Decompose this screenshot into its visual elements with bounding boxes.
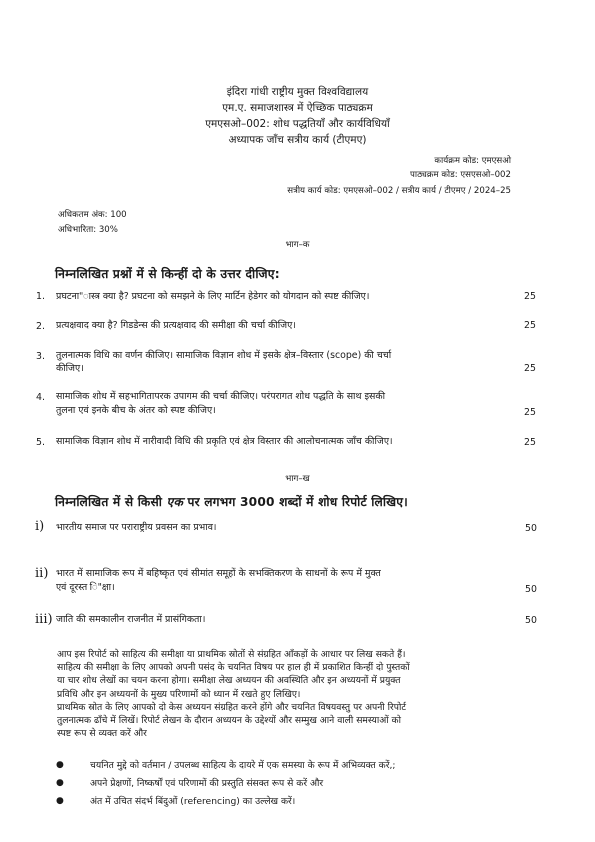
question-marks: 25: [524, 407, 536, 418]
question-text: तुलनात्मक विधि का वर्णन कीजिए। सामाजिक विज्ञान शोध में इसके क्षेत्र–विस्तार (scope) की चर्चा: [56, 350, 392, 361]
question-marks: 25: [524, 437, 536, 448]
guidance-line: स्पष्ट रूप से व्यक्त करें और: [57, 728, 147, 740]
section-b-title: भाग–ख: [285, 474, 310, 484]
instruction-part: निम्नलिखित में से किसी: [55, 495, 167, 509]
section-a-instruction: निम्नलिखित प्रश्नों में से किन्हीं दो के उत्तर दीजिए:: [55, 267, 280, 281]
question-text-cont: कीजिए।: [56, 363, 84, 374]
bullet-dot-icon: ●: [56, 760, 64, 770]
question-number: 1.: [36, 291, 45, 302]
weightage: अधिभारिता: 30%: [58, 225, 118, 235]
university-name: इंदिरा गांधी राष्ट्रीय मुक्त विश्वविद्यालय: [226, 86, 369, 98]
question-number: 2.: [36, 321, 45, 332]
instruction-emphasis: एक: [166, 495, 183, 509]
section-b-instruction: [55, 493, 408, 510]
section-a-title: भाग–क: [285, 240, 310, 250]
assignment-code: सत्रीय कार्य कोड: एमएसओ–002 / सत्रीय कार्य / टीएमए / 2024–25: [287, 186, 511, 196]
question-text: सामाजिक शोध में सहभागितापरक उपागम की चर्चा कीजिए। परंपरागत शोध पद्धति के साथ इसकी: [56, 391, 386, 402]
topic-text: भारतीय समाज पर पराराष्ट्रीय प्रवसन का प्रभाव।: [56, 522, 217, 533]
guidance-line: प्राथमिक स्रोत के लिए आपको दो केस अध्ययन संग्रहित करने होंगे और चयनित विषयवस्तु पर अपनी रिपोर्ट: [57, 701, 406, 713]
topic-text-cont: एवं दूरस्त ि"क्षा।: [56, 582, 115, 593]
course-title: एमएसओ–002: शोध पद्धतियाँ और कार्यविधियाँ: [205, 118, 390, 130]
question-text-cont: तुलना एवं इनके बीच के अंतर को स्पष्ट कीजिए।: [56, 405, 216, 416]
program-code: कार्यक्रम कोड: एमएसओ: [434, 156, 511, 166]
topic-marks: 50: [525, 523, 537, 534]
max-marks: अधिकतम अंक: 100: [58, 210, 127, 220]
topic-marks: 50: [525, 584, 537, 595]
bullet-text: चयनित मुद्दे को वर्तमान / उपलब्ध साहित्य के दायरे में एक समस्या के रूप में अभिव्यक्त करें,;: [90, 760, 396, 771]
question-number: 5.: [36, 437, 45, 448]
programme-title: एम.ए. समाजशास्त्र में ऐच्छिक पाठ्यक्रम: [222, 102, 373, 114]
instruction-part: पर लगभग 3000 शब्दों में शोध रिपोर्ट लिखिए।: [183, 495, 408, 509]
question-number: 3.: [36, 351, 45, 362]
guidance-line: साहित्य की समीक्षा के लिए आपको अपनी पसंद के चयनित विषय पर हाल ही में प्रकाशित किन्हीं दो पुस्तकों: [57, 662, 410, 674]
topic-number: iii): [35, 612, 53, 627]
question-marks: 25: [524, 320, 536, 331]
question-number: 4.: [36, 392, 45, 403]
question-marks: 25: [524, 291, 536, 302]
assignment-title: अध्यापक जाँच सत्रीय कार्य (टीएमए): [228, 134, 367, 146]
question-text: प्रत्यक्षवाद क्या है? गिडडेन्स की प्रत्यक्षवाद की समीक्षा की चर्चा कीजिए।: [56, 320, 296, 331]
question-text: सामाजिक विज्ञान शोध में नारीवादी विधि की प्रकृति एवं क्षेत्र विस्तार की आलोचनात्मक जाँच कीजिए।: [56, 436, 393, 447]
topic-text: जाति की समकालीन राजनीत में प्रासंगिकता।: [56, 614, 206, 625]
bullet-text: अपने प्रेक्षणों, निष्कर्षों एवं परिणामों की प्रस्तुति संसक्त रूप से करें और: [90, 778, 324, 789]
guidance-line: प्रविधि और इन अध्ययनों के मुख्य परिणामों को ध्यान में रखते हुए लिखिए।: [57, 688, 301, 700]
bullet-dot-icon: ●: [56, 778, 64, 788]
question-text: प्रघटना"ास्त्र क्या है? प्रघटना को समझने के लिए मार्टिन हेडेगर को योगदान को स्पष्ट कीजिए।: [56, 291, 370, 302]
course-code: पाठ्यक्रम कोड: एसएसओ–002: [410, 170, 511, 180]
topic-marks: 50: [525, 615, 537, 626]
topic-number: ii): [35, 566, 49, 581]
guidance-paragraph: [57, 648, 547, 740]
topic-number: i): [35, 519, 45, 534]
guidance-line: आप इस रिपोर्ट को साहित्य की समीक्षा या प्राथमिक स्रोतों से संग्रहित आँकड़ों के आधार पर लिख सकते हैं।: [57, 649, 406, 660]
bullet-text: अंत में उचित संदर्भ बिंदुओं (referencing) का उल्लेख करें।: [90, 796, 296, 807]
guidance-line: या चार शोध लेखों का चयन करना होगा। समीक्षा लेख अध्ययन की अवस्थिति और इन अध्ययनों में प्रयुक्त: [57, 675, 401, 687]
bullet-dot-icon: ●: [56, 796, 64, 806]
guidance-line: तुलनात्मक ढाँचे में लिखें। रिपोर्ट लेखन के दौरान अध्ययन के उद्देश्यों और सम्मुख आने वाली समस्याओं को: [57, 715, 401, 727]
question-marks: 25: [524, 363, 536, 374]
topic-text: भारत में सामाजिक रूप में बहिष्कृत एवं सीमांत समूहों के सभक्तिकरण के साधनों के रूप में मुक्त: [56, 568, 381, 579]
